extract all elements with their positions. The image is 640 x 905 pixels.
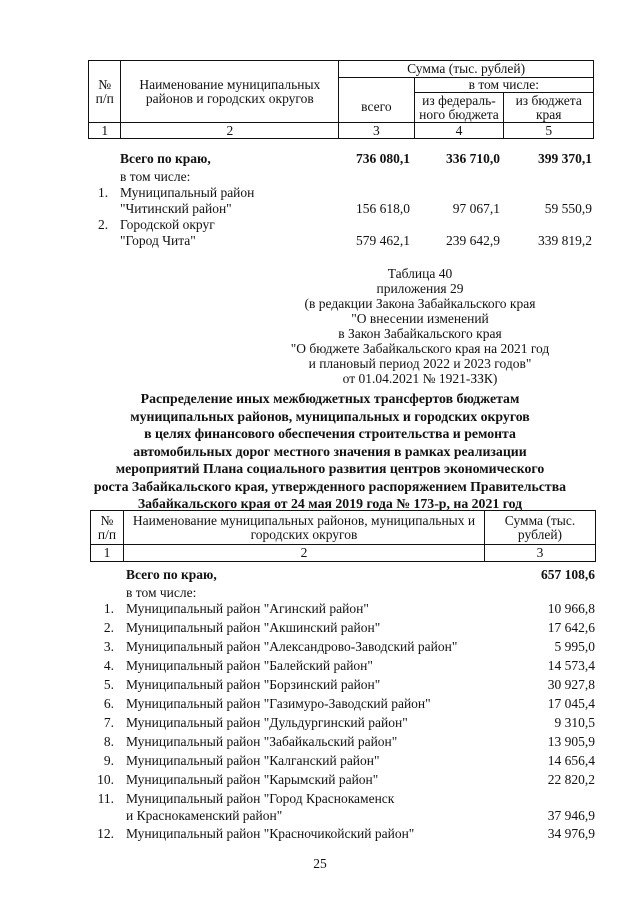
t1-row-value: 59 550,9 [544,201,592,216]
t2-row [0,733,640,751]
t2-row-num: 9. [103,753,114,768]
t2-row-name: Муниципальный район "Борзинский район" [126,677,381,692]
t1-idx: 5 [504,123,594,139]
t1-idx: 4 [414,123,504,139]
table1-header [88,60,594,139]
note-line: от 01.04.2021 № 1921-ЗЗК) [342,371,498,386]
t2-col-name: Наименование муниципальных районов, муниципальных и городских округов [124,511,485,545]
t1-total-value: 336 710,0 [446,151,500,166]
t2-row-value: 17 045,4 [547,696,595,711]
t1-row-value: 579 462,1 [356,233,410,248]
t2-row [0,825,640,843]
title-line: муниципальных районов, муниципальных и городских округов [130,408,530,424]
t2-total-label: Всего по краю, [126,567,217,582]
t2-idx: 1 [91,545,124,562]
appendix-note [270,266,570,386]
note-line: (в редакции Закона Забайкальского края [304,296,536,311]
t2-row-num: 1. [103,601,114,616]
note-line: "О внесении изменений [351,311,489,326]
t2-row-name: Муниципальный район "Акшинский район" [126,620,381,635]
t1-total-label: Всего по краю, [120,151,211,166]
t2-row [0,695,640,713]
title-line: Забайкальского края от 24 мая 2019 года № 173-р, на 2021 год [137,496,523,511]
document-title [90,390,570,513]
t2-row-value: 14 656,4 [547,753,595,768]
t1-col-sum: Сумма (тыс. рублей) [339,61,594,78]
t2-col-num: № п/п [91,511,124,545]
t2-row-value: 30 927,8 [547,677,595,692]
t2-idx: 2 [124,545,485,562]
title-line: Распределение иных межбюджетных трансфертов бюджетам [140,391,520,406]
t2-row-value: 10 966,8 [547,601,595,616]
t2-row [0,600,640,618]
t2-row-value: 14 573,4 [547,658,595,673]
title-line: мероприятий Плана социального развития центров экономического [115,461,545,476]
t2-col-sum: Сумма (тыс. рублей) [485,511,596,545]
t1-total-row [0,150,640,168]
t2-idx: 3 [485,545,596,562]
note-line: "О бюджете Забайкальского края на 2021 год [290,341,550,356]
t1-including-label: в том числе: [120,169,191,184]
t2-including-label: в том числе: [126,585,197,600]
t1-col-reg: из бюджета края [504,93,594,123]
t2-row-num: 2. [103,620,114,635]
t2-row-name: Муниципальный район "Александрово-Заводский район" [126,639,458,654]
t2-row-name: Муниципальный район "Город Краснокаменск [126,791,395,806]
note-line: приложения 29 [376,281,464,296]
t2-total-row [0,566,640,584]
t2-row-num: 7. [103,715,114,730]
t1-row-value: 156 618,0 [356,201,410,216]
t2-row-num: 8. [103,734,114,749]
table2-header [90,510,596,562]
t2-row-value: 34 976,9 [547,826,595,841]
t2-row-cont [0,807,640,825]
t2-row-value: 17 642,6 [547,620,595,635]
t2-row [0,657,640,675]
note-line: в Закон Забайкальского края [338,326,502,341]
t1-total-value: 736 080,1 [356,151,410,166]
t2-row-num: 12. [97,826,114,841]
t2-row-value: 22 820,2 [547,772,595,787]
t1-col-incl: в том числе: [414,78,593,93]
t2-row-name: Муниципальный район "Калганский район" [126,753,380,768]
title-line: автомобильных дорог местного значения в рамках реализации [133,443,527,459]
title-line: роста Забайкальского края, утвержденного распоряжением Правительства [93,478,567,494]
t2-row-num: 5. [103,677,114,692]
t1-row-name2: "Читинский район" [120,201,232,216]
t2-row [0,676,640,694]
t2-row [0,771,640,789]
t2-row-name: Муниципальный район "Балейский район" [126,658,373,673]
t1-total-value: 399 370,1 [538,151,592,166]
t2-row-value: 13 905,9 [547,734,595,749]
t2-row-name: Муниципальный район "Газимуро-Заводский район" [126,696,431,711]
t2-row [0,752,640,770]
t1-col-fed: из федераль-ного бюджета [414,93,504,123]
t2-row-name: Муниципальный район "Карымский район" [126,772,379,787]
t1-row-value: 97 067,1 [452,201,500,216]
t1-row-value: 239 642,9 [446,233,500,248]
t2-row [0,790,640,808]
t2-row-name: Муниципальный район "Забайкальский район" [126,734,398,749]
t1-col-name: Наименование муниципальных районов и городских округов [121,61,339,123]
t1-row-name2: "Город Чита" [120,233,196,248]
t2-row-num: 3. [103,639,114,654]
t1-cell-empty [339,78,414,93]
t1-row-cont [0,232,640,250]
t1-idx: 1 [89,123,121,139]
t2-row-value: 9 310,5 [554,715,595,730]
t2-row-value: 5 995,0 [554,639,595,654]
t2-row [0,619,640,637]
t2-row-name: Муниципальный район "Агинский район" [126,601,369,616]
t1-col-num: № п/п [89,61,121,123]
title-line: в целях финансового обеспечения строительства и ремонта [144,426,516,441]
t1-row-num: 2. [98,217,109,232]
t1-row-name: Городской округ [120,217,215,232]
t1-idx: 2 [121,123,339,139]
t2-row-num: 4. [103,658,114,673]
note-line: Таблица 40 [387,266,453,281]
t2-row-name2: и Краснокаменский район" [126,808,283,823]
t1-row-num: 1. [98,185,109,200]
t1-col-total: всего [339,93,414,123]
t2-row [0,638,640,656]
page-number: 25 [313,856,327,871]
t2-row [0,714,640,732]
t2-row-num: 10. [97,772,114,787]
t1-row-value: 339 819,2 [538,233,592,248]
t2-row-num: 6. [103,696,114,711]
t2-row-name: Муниципальный район "Красночикойский район" [126,826,415,841]
t2-row-value: 37 946,9 [547,808,595,823]
t1-idx: 3 [339,123,414,139]
t2-row-name: Муниципальный район "Дульдургинский район" [126,715,408,730]
t1-row-name: Муниципальный район [120,185,255,200]
t2-row-num: 11. [97,791,114,806]
t2-total-value: 657 108,6 [541,567,595,582]
note-line: и плановый период 2022 и 2023 годов" [308,356,532,371]
